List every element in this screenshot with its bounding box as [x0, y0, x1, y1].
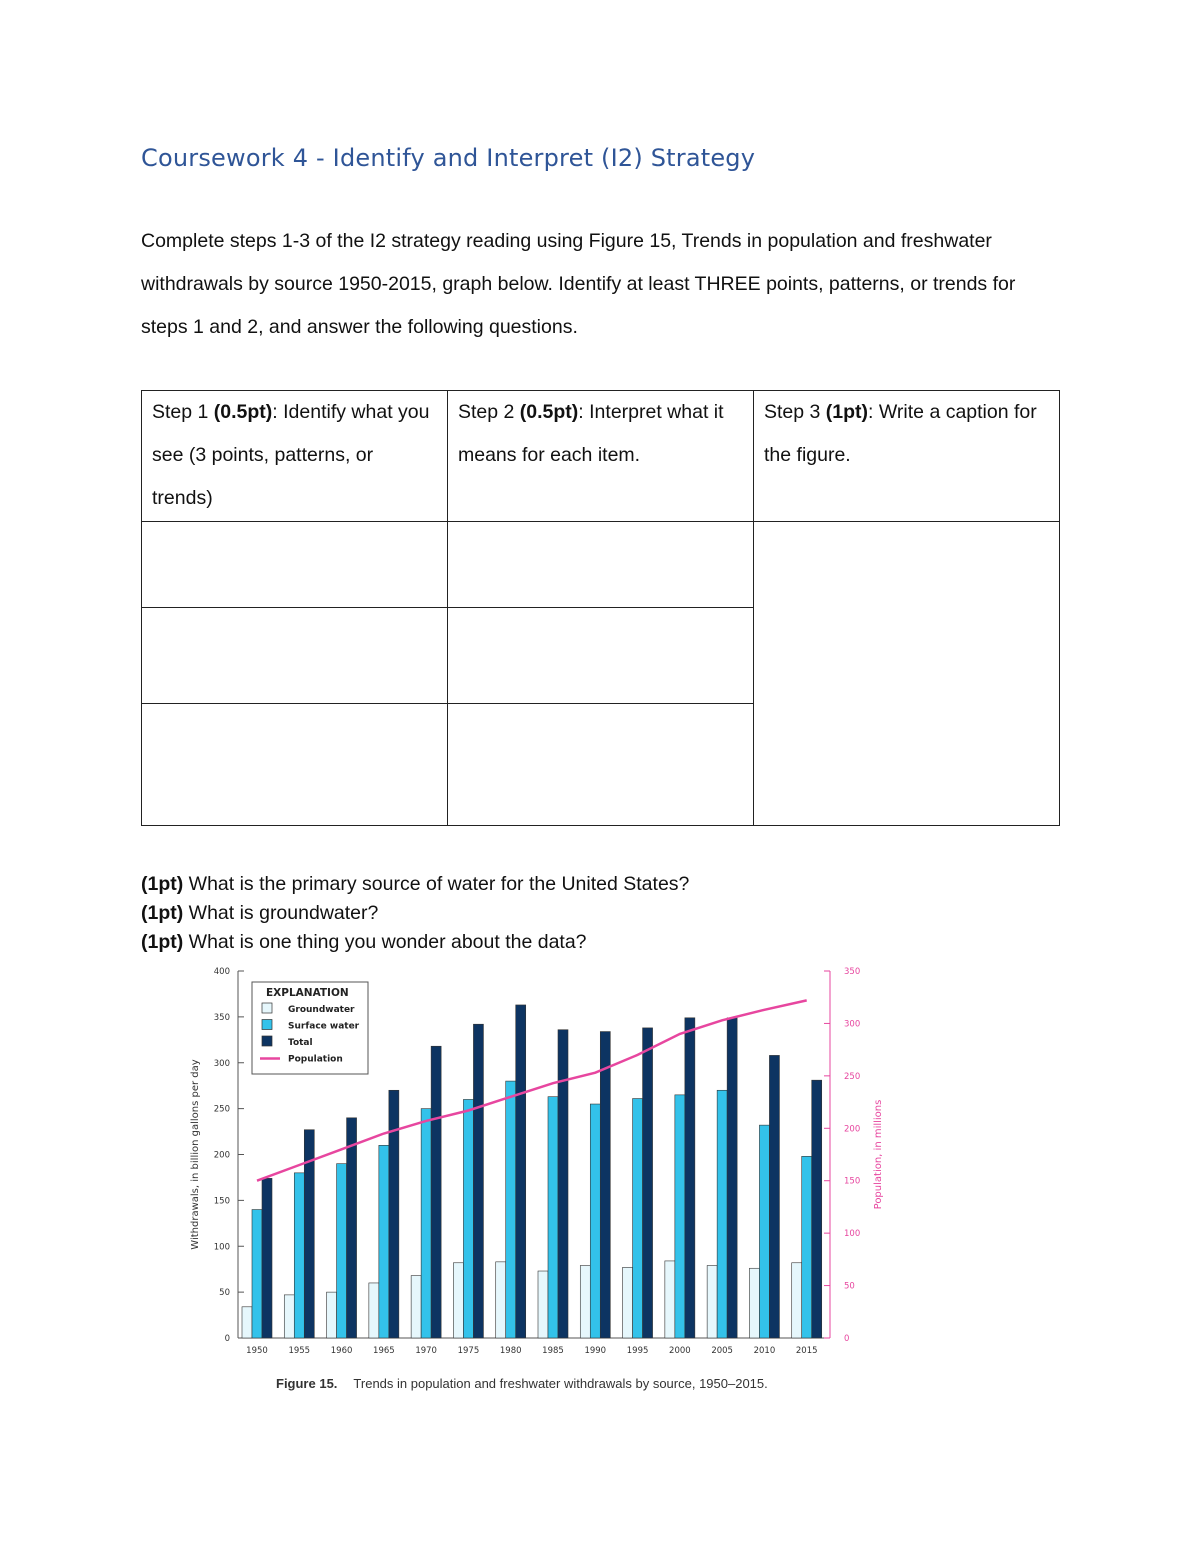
legend-label-population: Population	[288, 1054, 343, 1065]
surface-water-bar	[252, 1210, 262, 1338]
x-tick-label: 1970	[415, 1346, 437, 1356]
total-bar	[473, 1024, 483, 1338]
x-tick-label: 1965	[373, 1346, 395, 1356]
groundwater-bar	[242, 1307, 252, 1338]
total-bar	[389, 1090, 399, 1338]
groundwater-bar	[284, 1295, 294, 1338]
legend-swatch-total	[262, 1036, 272, 1046]
groundwater-bar	[749, 1268, 759, 1338]
surface-water-bar	[633, 1099, 643, 1338]
groundwater-bar	[411, 1276, 421, 1338]
x-tick-label: 2010	[753, 1346, 776, 1356]
left-tick-label: 200	[213, 1150, 230, 1161]
legend-swatch-surface-water	[262, 1020, 272, 1030]
right-tick-label: 300	[844, 1019, 861, 1030]
instructions-paragraph: Complete steps 1-3 of the I2 strategy reading using Figure 15, Trends in population and freshwater withdrawals by source 1950-2015, graph below. Identify at least THREE points, patterns, or trends for steps 1 and 2, and answer the following questions.	[141, 230, 1016, 338]
groundwater-bar	[538, 1271, 548, 1338]
document-title: Coursework 4 - Identify and Interpret (I2) Strategy	[141, 144, 756, 172]
total-bar	[812, 1080, 822, 1338]
total-bar	[516, 1005, 526, 1338]
x-tick-label: 1985	[542, 1346, 564, 1356]
x-tick-label: 1990	[584, 1346, 607, 1356]
question-2: (1pt) What is groundwater?	[141, 902, 379, 924]
legend-label-surface-water: Surface water	[288, 1021, 360, 1032]
step1-cell-2[interactable]	[142, 608, 448, 704]
left-tick-label: 150	[213, 1196, 230, 1207]
groundwater-bar	[665, 1261, 675, 1338]
surface-water-bar	[379, 1145, 389, 1338]
step2-cell-1[interactable]	[448, 522, 754, 608]
surface-water-bar	[675, 1095, 685, 1338]
x-tick-label: 2015	[795, 1346, 818, 1356]
groundwater-bar	[327, 1292, 337, 1338]
groundwater-bar	[580, 1266, 590, 1338]
left-tick-label: 50	[219, 1288, 230, 1299]
step2-header: Step 2 (0.5pt): Interpret what it means for each item.	[448, 391, 754, 522]
total-bar	[347, 1118, 357, 1338]
groundwater-bar	[496, 1262, 506, 1338]
legend-title: EXPLANATION	[266, 987, 349, 999]
x-tick-label: 1975	[457, 1346, 480, 1356]
surface-water-bar	[802, 1156, 812, 1338]
surface-water-bar	[548, 1097, 558, 1338]
right-tick-label: 150	[844, 1176, 861, 1187]
left-tick-label: 400	[213, 967, 230, 977]
surface-water-bar	[294, 1173, 304, 1338]
left-tick-label: 350	[213, 1012, 230, 1023]
surface-water-bar	[759, 1125, 769, 1338]
right-tick-label: 350	[844, 967, 861, 977]
x-tick-label: 2005	[711, 1346, 733, 1356]
figure-15-chart	[180, 960, 900, 1400]
right-tick-label: 100	[844, 1229, 861, 1240]
step2-cell-2[interactable]	[448, 608, 754, 704]
left-tick-label: 0	[224, 1334, 230, 1344]
step3-header: Step 3 (1pt): Write a caption for the figure.	[754, 391, 1060, 522]
total-bar	[262, 1178, 272, 1338]
groundwater-bar	[453, 1263, 463, 1338]
right-tick-label: 0	[844, 1334, 850, 1344]
surface-water-bar	[590, 1104, 600, 1338]
x-tick-label: 1995	[626, 1346, 649, 1356]
total-bar	[431, 1046, 441, 1338]
left-tick-label: 300	[213, 1058, 230, 1069]
left-tick-label: 250	[213, 1104, 230, 1115]
left-tick-label: 100	[213, 1242, 230, 1253]
x-tick-label: 2000	[669, 1346, 691, 1356]
figure-caption	[276, 1376, 768, 1391]
step1-header: Step 1 (0.5pt): Identify what you see (3 points, patterns, or trends)	[142, 391, 448, 522]
legend-label-total: Total	[288, 1038, 313, 1048]
question-1: (1pt) What is the primary source of water for the United States?	[141, 873, 690, 895]
figure-caption-text: Trends in population and freshwater withdrawals by source, 1950–2015.	[353, 1376, 768, 1391]
right-tick-label: 250	[844, 1071, 861, 1082]
total-bar	[727, 1018, 737, 1338]
i2-strategy-table	[141, 390, 1060, 826]
total-bar	[769, 1055, 779, 1338]
groundwater-bar	[369, 1283, 379, 1338]
step3-caption-cell[interactable]	[754, 522, 1060, 826]
x-tick-label: 1960	[330, 1346, 353, 1356]
surface-water-bar	[337, 1164, 347, 1338]
step1-cell-1[interactable]	[142, 522, 448, 608]
right-tick-label: 50	[844, 1281, 855, 1292]
surface-water-bar	[506, 1081, 516, 1338]
right-axis-label: Population, in millions	[873, 1099, 884, 1210]
x-tick-label: 1950	[246, 1346, 268, 1356]
x-tick-label: 1980	[499, 1346, 522, 1356]
surface-water-bar	[421, 1109, 431, 1338]
groundwater-bar	[792, 1263, 802, 1338]
legend-swatch-groundwater	[262, 1003, 272, 1013]
legend-label-groundwater: Groundwater	[288, 1005, 355, 1015]
x-tick-label: 1955	[288, 1346, 311, 1356]
groundwater-bar	[623, 1267, 633, 1338]
step1-cell-3[interactable]	[142, 704, 448, 826]
right-tick-label: 200	[844, 1124, 861, 1135]
total-bar	[558, 1030, 568, 1338]
total-bar	[643, 1028, 653, 1338]
total-bar	[600, 1032, 610, 1338]
surface-water-bar	[463, 1099, 473, 1338]
figure-number: Figure 15.	[276, 1376, 338, 1391]
surface-water-bar	[717, 1090, 727, 1338]
chart-svg	[180, 960, 900, 1400]
question-3: (1pt) What is one thing you wonder about the data?	[141, 931, 587, 953]
total-bar	[685, 1018, 695, 1338]
step2-cell-3[interactable]	[448, 704, 754, 826]
left-axis-label: Withdrawals, in billion gallons per day	[190, 1059, 201, 1250]
groundwater-bar	[707, 1266, 717, 1338]
